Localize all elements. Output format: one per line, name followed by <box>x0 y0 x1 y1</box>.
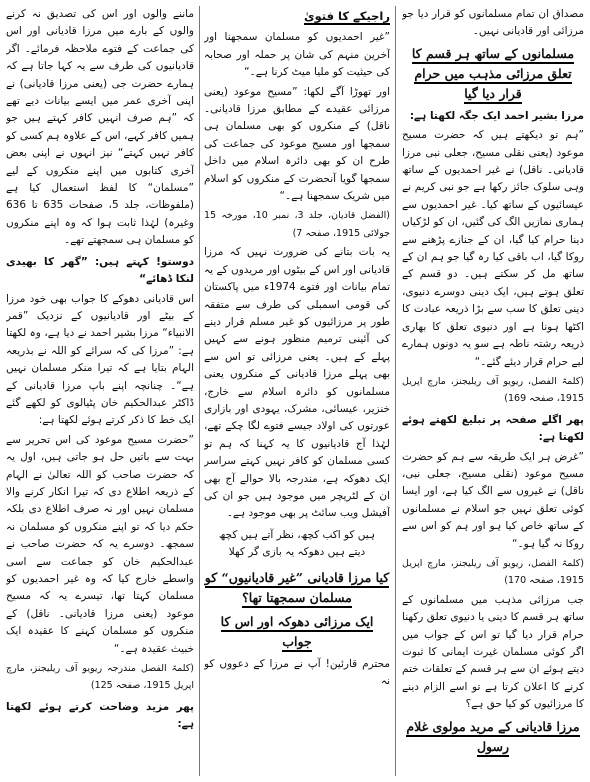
quote: ”ہم تو دیکھتے ہیں کہ حضرت مسیح موعود (یعنی نقلی مسیح، جعلی نبی مرزا قادیانی۔ ناقل) نے غیر احمدیوں کے ساتھ وہی سلوک جائز رکھا ہے جو نبی کریم نے عیسائیوں کے ساتھ کیا۔ غیر احمدیوں سے ہماری نمازیں الگ کی گئیں، ان کو لڑکیاں دینا حرام کیا گیا، ان کے جنازے پڑھنے سے روکا گیا، اب باقی کیا رہ گیا جو ہم ان کے ساتھ مل کر سکتے ہیں۔ دو قسم کے تعلق ہوتے ہیں، ایک دینی دوسرے دنیوی، دینی تعلق کا سب سے بڑا ذریعہ عبادت کا اکٹھا ہونا ہے اور دنیوی تعلق کا بھاری ذریعہ رشتہ ناطہ ہے سو یہ دونوں ہمارے لیے حرام قرار دیئے گئے۔“ <box>402 129 584 368</box>
paragraph: یہ بات بتانے کی ضرورت نہیں کہ مرزا قادیانی اور اس کے بیٹوں اور مریدوں کے یہ تمام بیانات اور فتوے 1974ء میں پاکستان کی قومی اسمبلی کی طرف سے متفقہ طور پر مرزائیوں کو غیر مسلم قرار دینے کی آئینی ترمیم منظور ہونے سے کہیں پہلے کے ہیں۔ یعنی مرزائی تو اس سے بھی پہلے مرزا قادیانی کے منکروں یعنی مسلمانوں کو دائرہ اسلام سے خارج، خنزیر، عیسائی، مشرک، یہودی اور بازاری عورتوں کی اولاد جیسے فتوے لگا چکے تھے، لہٰذا آج قادیانیوں کا یہ کہنا کہ ہم تو کسی مسلمان کو کافر نہیں کہتے سراسر ایک دھوکہ ہے، مندرجہ بالا حوالے آج بھی ان کے لٹریچر میں موجود ہیں جو ان کی آفیشل ویب سائٹ پر بھی موجود ہے۔ <box>204 246 390 520</box>
paragraph: اس قادیانی دھوکے کا جواب بھی خود مرزا کے بیٹے اور قادیانیوں کے نزدیک ”قمر الانبیاء“ مرزا بشیر احمد نے دیا ہے، وہ لکھتا ہے: ”مرزا کی کہ سرائے کو اللہ نے بذریعہ الہام بتایا ہے کہ تیرا منکر مسلمان نہیں ہے“۔ چنانچہ اپنے باپ مرزا قادیانی کے ڈاکٹر عبدالحکیم خان پٹیالوی کو لکھے گئے ایک خط کا ذکر کرتے ہوئے لکھتا ہے: <box>6 292 194 427</box>
section-heading: راجیکے کا فتویٰ <box>304 9 390 23</box>
column-left <box>6 6 194 778</box>
section-heading: کیا مرزا قادیانی ”غیر قادیانیوں“ کو مسلمان سمجھتا تھا؟ <box>204 568 390 608</box>
paragraph: جب مرزائی مذہب میں مسلمانوں کے ساتھ ہر قسم کا دینی یا دنیوی تعلق رکھنا حرام قرار دیا گیا تو اس کے جواب میں اگر کوئی مسلمان غیرت ایمانی کا ثبوت دیتے ہوئے ان سے ہر قسم کے تعلقات ختم کرنے کا اعلان کرتا ہے تو اسے الزام دینے کا مرزائیوں کو کیا حق ہے؟ <box>402 593 584 711</box>
subheading: دوستو! کہتے ہیں: ”گھر کا بھیدی لنکا ڈھائے“ <box>6 255 194 286</box>
intro-line: پھر مزید وضاحت کرتے ہوئے لکھتا ہے: <box>6 700 194 731</box>
reference: (کلمۃ الفصل، ریویو آف ریلیجنز، مارچ اپریل 1915، صفحہ 170) <box>402 557 584 587</box>
quote: ”غرض ہر ایک طریقہ سے ہم کو حضرت مسیح موعود (نقلی مسیح، جعلی نبی، ناقل) نے غیروں سے الگ کیا ہے، اور ایسا کوئی تعلق نہیں جو اسلام نے مسلمانوں کے ساتھ خاص کیا ہو اور ہم کو اس سے روکا نہ گیا ہو۔“ <box>402 450 584 550</box>
column-divider <box>395 6 396 776</box>
intro-line: پھر اگلے صفحہ پر تبلیغ لکھتے ہوئے لکھتا ہے: <box>402 413 584 444</box>
paragraph: محترم قارئین! آپ نے مرزا کے دعووں کو نہ <box>204 657 390 687</box>
section-heading: مسلمانوں کے ساتھ ہر قسم کا تعلق مرزائی مذہب میں حرام قرار دیا گیا <box>402 44 584 104</box>
column-middle <box>204 6 390 778</box>
section-heading: مرزا قادیانی کے مرید مولوی غلام رسول <box>402 717 584 757</box>
poem-line: دیتے ہیں دھوکہ یہ بازی گر کھلا <box>228 546 366 559</box>
paragraph: ماننے والوں اور اس کی تصدیق نہ کرنے والوں کے بارے میں مرزا قادیانی اور اس کی جماعت کے فتوے ملاحظہ فرمائے۔ اگر قادیانیوں کی طرف سے یہ کہا جاتا ہے کہ ہمارے حضرت جی (یعنی مرزا قادیانی) نے اپنی آخری عمر میں ایسے بیانات دیے تھے کہ ”ہم صرف انہیں کافر کہتے ہیں جو ہمیں کافر کہے، اس کے علاوہ ہم کسی کو کافر نہیں کہتے“ نیز انہوں نے اپنی بعض آخری کتابوں میں اپنے منکروں کے لیے ”مسلمان“ کا لفظ استعمال کیا ہے (ملفوظات، جلد 5، صفحات 635 تا 636 وغیرہ) لہٰذا ثابت ہوا کہ وہ اپنے منکروں کو مسلمان ہی سمجھتے تھے۔ <box>6 8 194 247</box>
reference: (کلمۃ الفصل، ریویو آف ریلیجنز، مارچ اپریل 1915، صفحہ 169) <box>402 375 584 405</box>
reference: (الفضل قادیان، جلد 3، نمبر 10، مورخہ 15 جولائی 1915، صفحہ 7) <box>204 210 390 239</box>
column-divider <box>199 6 200 776</box>
reference: (کلمۃ الفصل مندرجہ ریویو آف ریلیجنز، مارچ اپریل 1915، صفحہ 125) <box>6 663 194 692</box>
intro-line: مرزا بشیر احمد ایک جگہ لکھتا ہے: <box>409 109 584 122</box>
section-heading: ایک مرزائی دھوکہ اور اس کا جواب <box>204 612 390 652</box>
quote: ”حضرت مسیح موعود کی اس تحریر سے بہت سے باتیں حل ہو جاتی ہیں، اول یہ کہ حضرت صاحب کو اللہ تعالیٰ نے الہام کے ذریعہ اطلاع دی کہ تیرا انکار کرنے والا مسلمان نہیں اور نہ صرف اطلاع دی بلکہ حکم دیا کہ تو اپنے منکروں کو مسلمان نہ سمجھ۔ دوسرے یہ کہ حضرت صاحب نے عبدالحکیم خان کو جماعت سے اسی واسطے خارج کیا کہ وہ غیر احمدیوں کو مسلمان کہتا تھا، تیسرے یہ کہ مسیح موعود (یعنی مرزا قادیانی۔ ناقل) کے منکروں کو مسلمان کہنے کا عقیدہ ایک خبیث عقیدہ ہے۔“ <box>6 433 194 655</box>
poem-line: ہیں کو اکب کچھ، نظر آتے ہیں کچھ <box>218 528 376 541</box>
column-right <box>402 6 584 778</box>
quote: ”غیر احمدیوں کو مسلمان سمجھنا اور آخرین منہم کی شان پر حملہ اور صحابہ کی حیثیت کو ملیا میٹ کرنا ہے۔“ <box>204 31 390 79</box>
paragraph: اور تھوڑا آگے لکھا: ”مسیح موعود (یعنی مرزائی عقیدے کے مطابق مرزا قادیانی۔ ناقل) کے منکروں کو بھی مسلمان ہی سمجھا اور مسیح موعود کی جماعت کی طرح ان کو بھی دائرہ اسلام میں داخل سمجھا گویا آنحضرت کے منکروں کو اسلام میں شریک سمجھنا ہے۔“ <box>204 85 390 203</box>
poem <box>204 527 390 562</box>
paragraph: مصداق ان تمام مسلمانوں کو قرار دیا جو مرزائی اور قادیانی نہیں۔ <box>402 8 584 38</box>
